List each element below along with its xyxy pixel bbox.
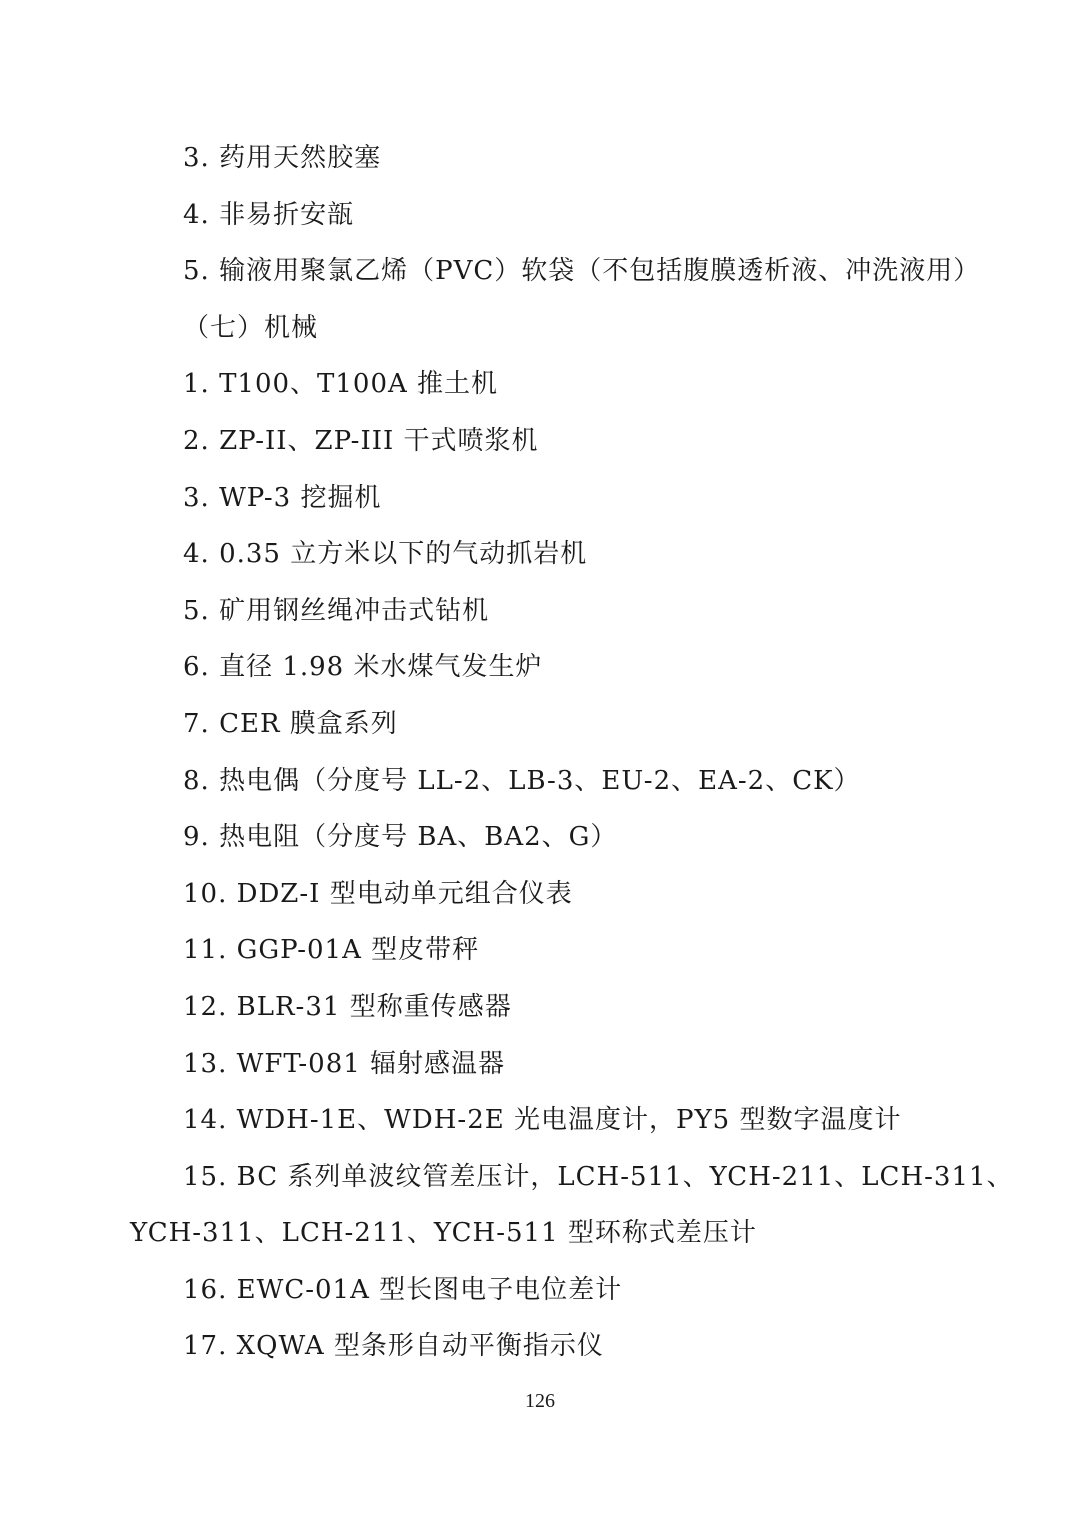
list-item: 5. 输液用聚氯乙烯（PVC）软袋（不包括腹膜透析液、冲洗液用） — [183, 256, 981, 287]
list-item: 8. 热电偶（分度号 LL-2、LB-3、EU-2、EA-2、CK） — [183, 765, 861, 796]
list-item: 7. CER 膜盒系列 — [183, 708, 398, 739]
list-item: 5. 矿用钢丝绳冲击式钻机 — [183, 595, 490, 626]
list-item: 6. 直径 1.98 米水煤气发生炉 — [183, 652, 543, 683]
list-item: 17. XQWA 型条形自动平衡指示仪 — [183, 1331, 604, 1362]
list-item: 12. BLR-31 型称重传感器 — [183, 991, 512, 1022]
list-item: 3. 药用天然胶塞 — [183, 143, 382, 173]
list-item: 16. EWC-01A 型长图电子电位差计 — [183, 1274, 623, 1305]
list-item: 9. 热电阻（分度号 BA、BA2、G） — [183, 822, 618, 853]
list-item: 1. T100、T100A 推土机 — [183, 369, 499, 400]
list-item: 10. DDZ-I 型电动单元组合仪表 — [183, 878, 573, 909]
section-heading: （七）机械 — [183, 312, 319, 343]
text-body — [0, 130, 1080, 1375]
list-item: 11. GGP-01A 型皮带秤 — [183, 935, 480, 966]
list-item: 15. BC 系列单波纹管差压计，LCH-511、YCH-211、LCH-311、 — [183, 1161, 1014, 1192]
list-item: 13. WFT-081 辐射感温器 — [183, 1048, 506, 1079]
list-item-continuation: YCH-311、LCH-211、YCH-511 型环称式差压计 — [130, 1218, 757, 1249]
list-item: 2. ZP-II、ZP-III 干式喷浆机 — [183, 425, 539, 456]
list-item: 4. 0.35 立方米以下的气动抓岩机 — [183, 539, 588, 570]
list-item: 3. WP-3 挖掘机 — [183, 482, 382, 513]
list-item: 4. 非易折安瓿 — [183, 199, 355, 230]
list-item: 14. WDH-1E、WDH-2E 光电温度计，PY5 型数字温度计 — [183, 1105, 902, 1136]
page-number: 126 — [525, 1390, 555, 1412]
